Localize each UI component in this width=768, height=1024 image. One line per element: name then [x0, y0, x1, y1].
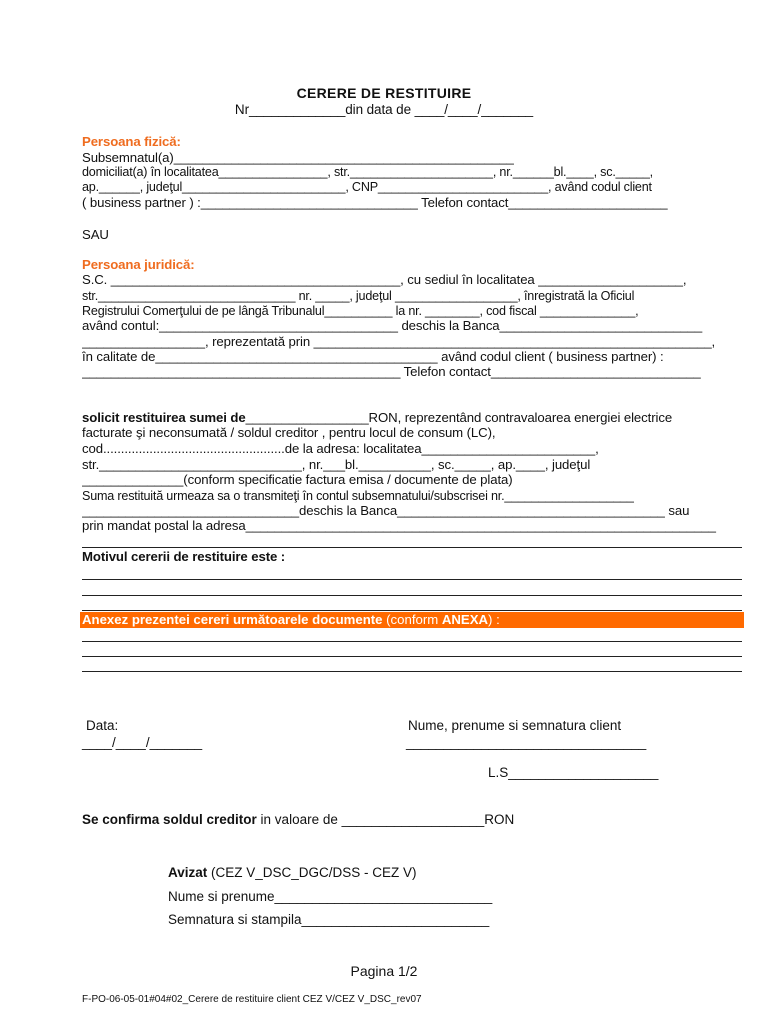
anexa-ref: ANEXA	[441, 612, 489, 627]
blank-rule	[82, 595, 742, 596]
confirm-line	[82, 812, 514, 828]
anexa-mid: (conform	[382, 612, 442, 627]
number-date-line: Nr_____________din data de ____/____/_______	[234, 102, 534, 117]
signature-blank: ________________________________	[406, 735, 647, 750]
solicit-line: prin mandat postal la adresa_________________________________________________________________	[82, 518, 716, 533]
juridica-line: _________________, reprezentată prin _______________________________________________________,	[82, 334, 716, 349]
anexa-highlight	[80, 612, 744, 628]
solicit-lead-rest: _________________RON, reprezentând contravaloarea energiei electrice	[245, 410, 673, 425]
footer-code: F-PO-06-05-01#04#02_Cerere de restituire client CEZ V/CEZ V_DSC_rev07	[82, 994, 422, 1005]
blank-rule	[82, 641, 742, 642]
data-label: Data:	[86, 718, 119, 733]
juridica-line: ____________________________________________ Telefon contact_____________________________	[82, 364, 701, 379]
juridica-line: S.C. ________________________________________, cu sediul în localitatea ____________________,	[82, 272, 687, 287]
avizat-semnatura: Semnatura si stampila_________________________	[168, 912, 490, 927]
avizat-line	[168, 865, 417, 881]
avizat-nume: Nume si prenume_____________________________	[168, 889, 493, 904]
data-blank: ____/____/_______	[82, 735, 203, 750]
ls-line: L.S____________________	[488, 765, 659, 780]
fizica-line: domiciliat(a) în localitatea________________, str._____________________, nr.______bl.____, sc._____,	[82, 165, 653, 179]
page-number: Pagina 1/2	[350, 963, 418, 979]
sau-label: SAU	[82, 227, 109, 242]
solicit-line: ______________________________deschis la Banca_____________________________________ sau	[82, 503, 690, 518]
blank-rule	[82, 547, 742, 548]
solicit-line: cod...................................................de la adresa: localitatea________________________,	[82, 441, 599, 456]
solicit-line: ______________(conform specificatie factura emisa / documente de plata)	[82, 472, 513, 487]
confirm-rest: in valoare de ___________________RON	[256, 812, 515, 827]
solicit-line	[82, 410, 744, 426]
signature-label: Nume, prenume si semnatura client	[408, 718, 622, 733]
blank-rule	[82, 656, 742, 657]
confirm-bold: Se confirma soldul creditor	[82, 812, 257, 827]
anexa-end: ) :	[488, 612, 500, 627]
anexa-bold: Anexez prezentei cereri următoarele documente	[82, 612, 383, 627]
fizica-line: Subsemnatul(a)_______________________________________________	[82, 150, 514, 165]
juridica-line: str._____________________________ nr. _____, judeţul __________________, înregistrată la Oficiul	[82, 289, 635, 303]
solicit-line: str.____________________________, nr.___bl.__________, sc._____, ap.____, judeţul	[82, 457, 591, 472]
motiv-label: Motivul cererii de restituire este :	[82, 549, 286, 564]
blank-rule	[82, 671, 742, 672]
solicit-line: facturate şi neconsumată / soldul creditor , pentru locul de consum (LC),	[82, 425, 496, 440]
section-heading-fizica: Persoana fizică:	[82, 134, 181, 149]
juridica-line: având contul:_________________________________ deschis la Banca____________________________	[82, 318, 703, 333]
document-title: CERERE DE RESTITUIRE	[296, 85, 472, 101]
section-heading-juridica: Persoana juridică:	[82, 257, 195, 272]
avizat-rest: (CEZ V_DSC_DGC/DSS - CEZ V)	[207, 865, 417, 880]
juridica-line: în calitate de_______________________________________ având codul client ( business partner) :	[82, 349, 664, 364]
fizica-line: ( business partner ) :______________________________ Telefon contact______________________	[82, 195, 668, 210]
juridica-line: Registrului Comerţului de pe lângă Tribunalul__________ la nr. ________, cod fiscal ______________,	[82, 304, 639, 318]
solicit-lead: solicit restituirea sumei de	[82, 410, 246, 425]
avizat-bold: Avizat	[168, 865, 208, 880]
fizica-line: ap.______, judeţul________________________, CNP_________________________, având codul client	[82, 180, 652, 194]
blank-rule	[82, 579, 742, 580]
solicit-line: Suma restituită urmeaza sa o transmiteţi în contul subsemnatului/subscrisei nr.___________________	[82, 489, 634, 503]
blank-rule	[82, 610, 742, 611]
